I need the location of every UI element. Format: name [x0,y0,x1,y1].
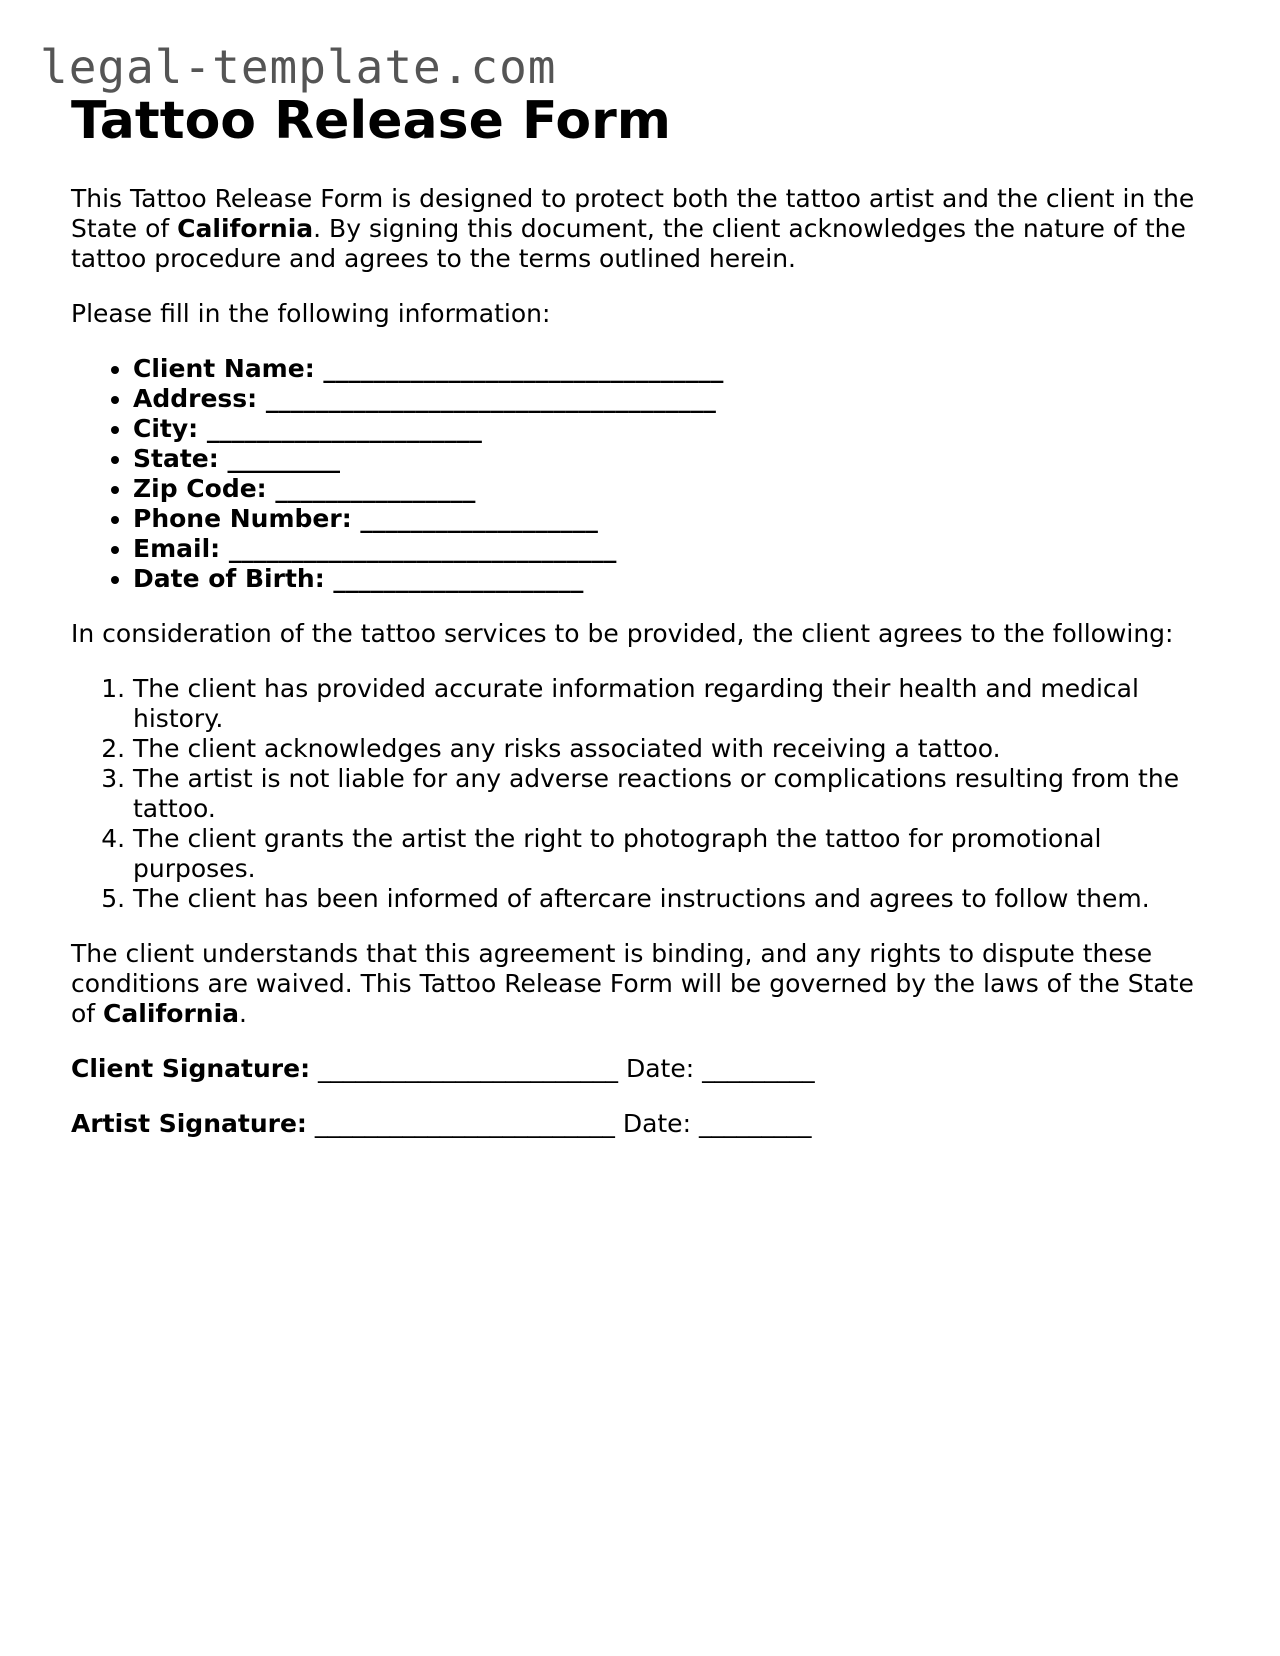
intro-state-name: California [177,214,314,243]
terms-list [71,674,1211,914]
closing-state-name: California [103,999,240,1028]
field-label: Client Name: [133,354,315,383]
field-blank: ____________________________________ [265,384,716,413]
closing-paragraph [71,939,1211,1029]
term-item: 1. The client has provided accurate information regarding their health and medical history. [133,674,1211,734]
signature-label: Client Signature: [71,1054,311,1083]
document-body [71,90,1211,1139]
intro-text-start: This Tattoo Release Form is designed to protect both the tattoo artist and the client in the State of [71,184,1195,243]
field-blank: ________________ [275,474,476,503]
signature-label: Artist Signature: [71,1109,307,1138]
field-date-of-birth [133,564,1211,594]
intro-text-end: . By signing this document, the client acknowledges the nature of the tattoo procedure and agrees to the terms outlined herein. [71,214,1186,273]
field-label: State: [133,444,219,473]
client-info-fields [71,354,1211,594]
consideration-paragraph: In consideration of the tattoo services to be provided, the client agrees to the following: [71,619,1174,648]
field-client-name [133,354,1211,384]
field-email [133,534,1211,564]
date-label: Date: [625,1054,695,1083]
fill-in-prompt: Please fill in the following information: [71,299,551,328]
field-blank: ______________________ [206,414,482,443]
field-label: Zip Code: [133,474,267,503]
field-blank: _______________________________ [228,534,617,563]
field-zip-code [133,474,1211,504]
field-city [133,414,1211,444]
field-state [133,444,1211,474]
term-item: 4. The client grants the artist the right to photograph the tattoo for promotional purposes. [133,824,1211,884]
field-label: Email: [133,534,221,563]
field-label: Address: [133,384,258,413]
site-watermark: legal-template.com [40,40,557,94]
signature-blank: ________________________ [314,1109,615,1138]
field-blank: _________ [227,444,340,473]
artist-signature-line [71,1109,1211,1139]
page-title: Tattoo Release Form [71,91,671,151]
field-blank: ___________________ [360,504,598,533]
intro-paragraph [71,184,1211,274]
field-label: Date of Birth: [133,564,325,593]
field-blank: ________________________________ [323,354,724,383]
term-item: 3. The artist is not liable for any adverse reactions or complications resulting from the tattoo. [133,764,1211,824]
term-item: 2. The client acknowledges any risks associated with receiving a tattoo. [133,734,1211,764]
field-label: Phone Number: [133,504,352,533]
date-label: Date: [622,1109,691,1138]
field-blank: ____________________ [333,564,584,593]
closing-text-start: The client understands that this agreement is binding, and any rights to dispute these conditions are waived. This Tattoo Release Form will be governed by the laws of the State of [71,939,1194,1028]
date-blank: _________ [702,1054,815,1083]
signature-blank: ________________________ [318,1054,619,1083]
date-blank: _________ [698,1109,812,1138]
term-item: 5. The client has been informed of aftercare instructions and agrees to follow them. [133,884,1211,914]
field-address [133,384,1211,414]
field-phone-number [133,504,1211,534]
field-label: City: [133,414,199,443]
closing-text-end: . [239,999,247,1028]
client-signature-line [71,1054,1211,1084]
